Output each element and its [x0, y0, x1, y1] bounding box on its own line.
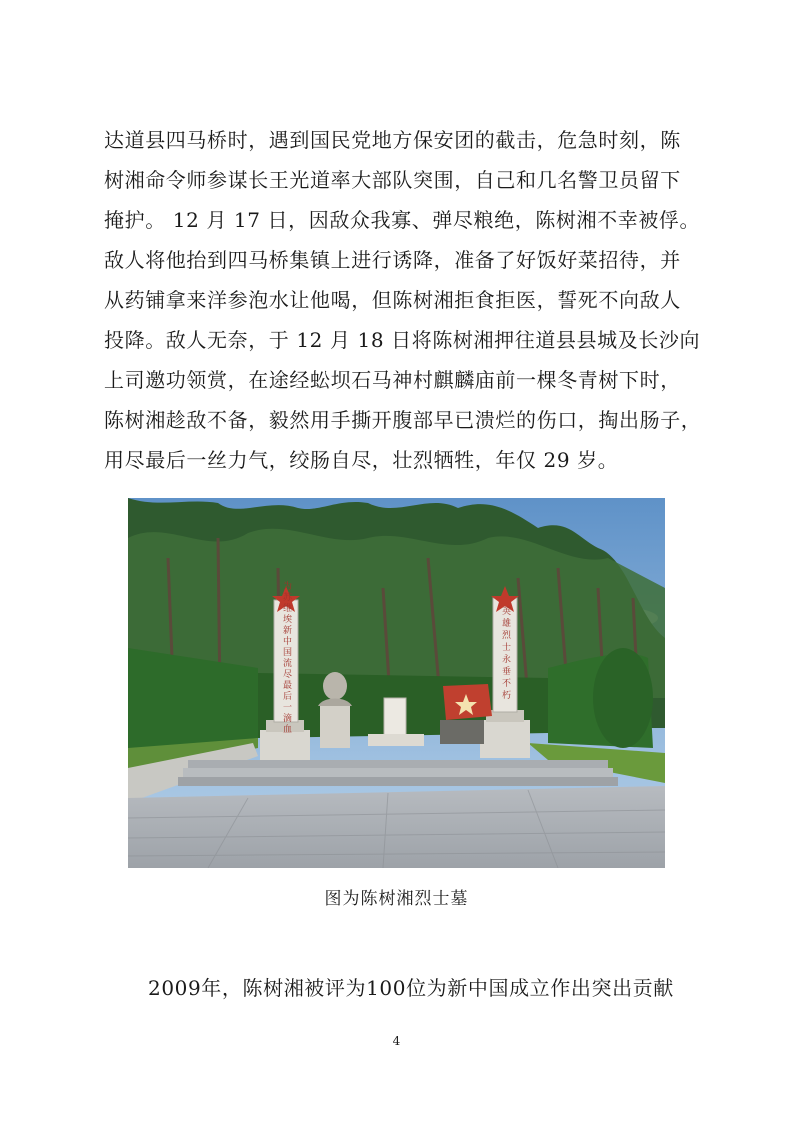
page-number: 4 [392, 1034, 401, 1048]
paragraph-1-line: 投降。敌人无奈，于 12 月 18 日将陈树湘押往道县县城及长沙向 [104, 328, 701, 352]
left-pillar-inscription: 为苏维埃新中国流尽最后一滴血 [281, 581, 291, 735]
right-pillar-inscription: 英雄烈士永垂不朽 [500, 606, 510, 702]
paragraph-2: 2009年，陈树湘被评为100位为新中国成立作出突出贡献 [148, 976, 674, 1000]
memorial-photo [128, 498, 665, 868]
paragraph-1-line: 敌人将他抬到四马桥集镇上进行诱降，准备了好饭好菜招待，并 [104, 248, 681, 272]
paragraph-1-line: 上司邀功领赏，在途经蚣坝石马神村麒麟庙前一棵冬青树下时， [104, 368, 681, 392]
photo-caption: 图为陈树湘烈士墓 [324, 889, 469, 909]
paragraph-1-line: 达道县四马桥时，遇到国民党地方保安团的截击，危急时刻，陈 [104, 128, 681, 152]
paragraph-1-line: 用尽最后一丝力气，绞肠自尽，壮烈牺牲，年仅 29 岁。 [104, 448, 619, 472]
paragraph-1-line: 陈树湘趁敌不备，毅然用手撕开腹部早已溃烂的伤口，掏出肠子， [104, 408, 702, 432]
paragraph-1-line: 从药铺拿来洋参泡水让他喝，但陈树湘拒食拒医，誓死不向敌人 [104, 288, 681, 312]
paragraph-1-line: 掩护。 12 月 17 日，因敌众我寡、弹尽粮绝，陈树湘不幸被俘。 [104, 208, 701, 232]
paragraph-1-line: 树湘命令师参谋长王光道率大部队突围，自己和几名警卫员留下 [104, 168, 681, 192]
paragraph-1 [104, 120, 702, 480]
